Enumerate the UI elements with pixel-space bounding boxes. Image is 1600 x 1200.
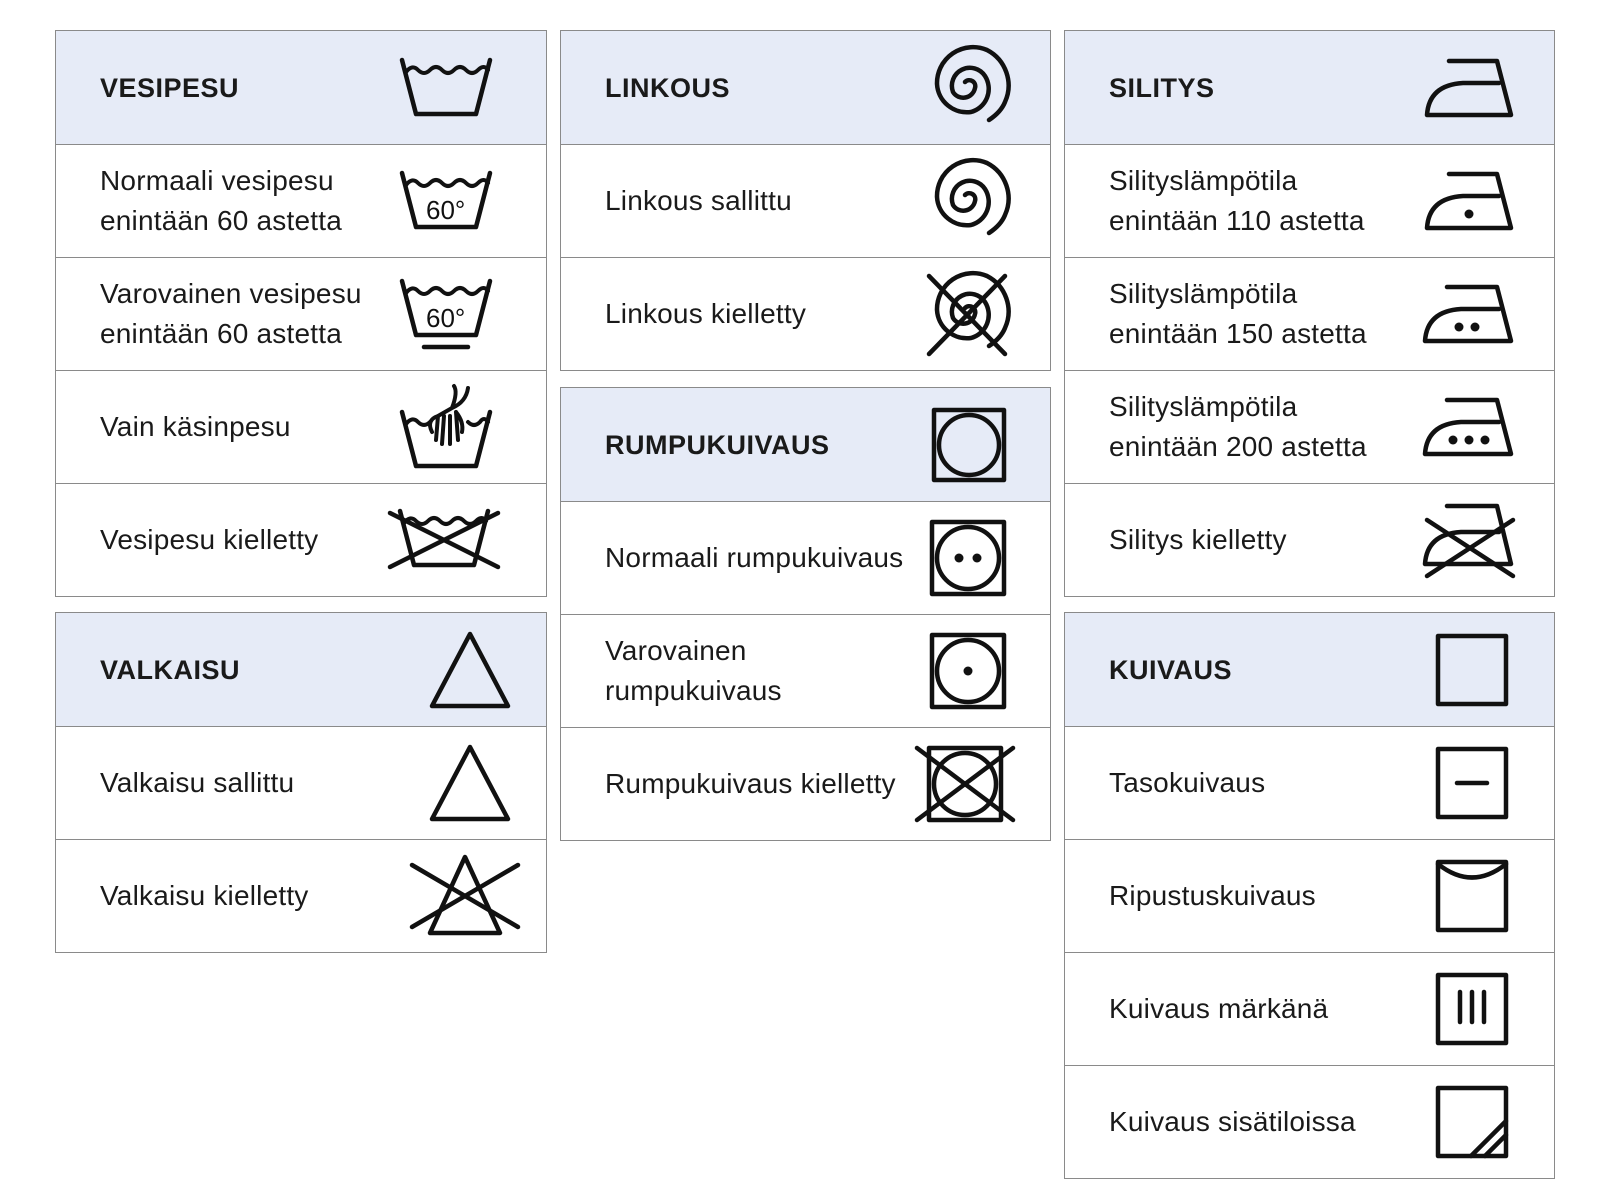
line-dry-icon [1435,859,1509,933]
row-wash-60-gentle [56,257,546,370]
row-valkaisu-header [56,613,546,726]
do-not-bleach-icon [408,853,522,939]
group-valkaisu [55,612,547,953]
row-do-not-iron [1065,483,1554,596]
group-vesipesu [55,30,547,597]
row-iron-high [1065,370,1554,483]
section-title: KUIVAUS [1109,654,1233,685]
row-label: Kuivaus märkänä [1109,993,1329,1024]
section-title: LINKOUS [605,72,730,103]
row-label: Varovainen vesipesu enintään 60 astetta [100,278,362,349]
dry-flat-icon [1435,746,1509,820]
row-label: Vesipesu kielletty [100,524,319,555]
iron-low-icon [1423,168,1515,234]
wash-60-badge: 60° [426,195,466,225]
row-line-dry [1065,839,1554,952]
do-not-tumble-dry-icon [913,744,1017,824]
iron-icon [1423,55,1515,121]
row-bleach-allowed [56,726,546,839]
group-silitys [1064,30,1555,597]
row-drip-dry [1065,952,1554,1065]
wash-60-gentle-icon [396,277,496,351]
row-label: Silityslämpötila enintään 150 astetta [1109,278,1367,349]
group-rumpukuivaus [560,387,1051,841]
group-linkous [560,30,1051,371]
dry-in-shade-icon [1435,1085,1509,1159]
row-label: Normaali vesipesu enintään 60 astetta [100,165,342,236]
tumble-dry-low-icon [929,632,1007,710]
wash-60-icon [396,169,496,233]
section-title: SILITYS [1109,72,1215,103]
hand-wash-icon [396,382,496,472]
row-hand-wash [56,370,546,483]
bleach-allowed-icon [428,743,512,823]
row-linkous-header [561,31,1050,144]
iron-high-icon [1421,394,1515,460]
do-not-wash-icon [386,507,502,573]
row-dry-flat [1065,726,1554,839]
row-label: Tasokuivaus [1109,767,1266,798]
spin-icon [923,44,1011,132]
row-iron-low [1065,144,1554,257]
row-label: Linkous kielletty [605,298,807,329]
do-not-spin-icon [923,270,1011,358]
section-title: RUMPUKUIVAUS [605,429,830,460]
wash-icon [396,56,496,120]
row-label: Vain käsinpesu [100,411,291,442]
row-do-not-tumble-dry [561,727,1050,840]
bleach-icon [428,630,512,710]
wash-60-gentle-badge: 60° [426,303,466,333]
row-label: Silityslämpötila enintään 200 astetta [1109,391,1367,462]
section-title: VALKAISU [100,654,241,685]
section-title: VESIPESU [100,72,240,103]
row-do-not-bleach [56,839,546,952]
row-label: Valkaisu kielletty [100,880,309,911]
tumble-dry-normal-icon [929,519,1007,597]
row-label: Varovainen rumpukuivaus [605,635,782,706]
spin-allowed-icon [923,157,1011,245]
row-label: Silityslämpötila enintään 110 astetta [1109,165,1365,236]
row-rumpukuivaus-header [561,388,1050,501]
row-label: Valkaisu sallittu [100,767,295,798]
row-spin-allowed [561,144,1050,257]
row-do-not-spin [561,257,1050,370]
row-label: Silitys kielletty [1109,524,1287,555]
group-kuivaus [1064,612,1555,1179]
row-label: Normaali rumpukuivaus [605,542,904,573]
row-label: Rumpukuivaus kielletty [605,768,896,799]
row-wash-60 [56,144,546,257]
row-silitys-header [1065,31,1554,144]
row-kuivaus-header [1065,613,1554,726]
row-tumble-dry-low [561,614,1050,727]
row-label: Linkous sallittu [605,185,792,216]
tumble-dry-icon [931,407,1007,483]
row-vesipesu-header [56,31,546,144]
row-iron-medium [1065,257,1554,370]
row-dry-in-shade [1065,1065,1554,1178]
row-do-not-wash [56,483,546,596]
row-tumble-dry-normal [561,501,1050,614]
do-not-iron-icon [1419,500,1517,580]
drip-dry-icon [1435,972,1509,1046]
row-label: Ripustuskuivaus [1109,880,1316,911]
dry-icon [1435,633,1509,707]
iron-medium-icon [1421,281,1515,347]
row-label: Kuivaus sisätiloissa [1109,1106,1356,1137]
